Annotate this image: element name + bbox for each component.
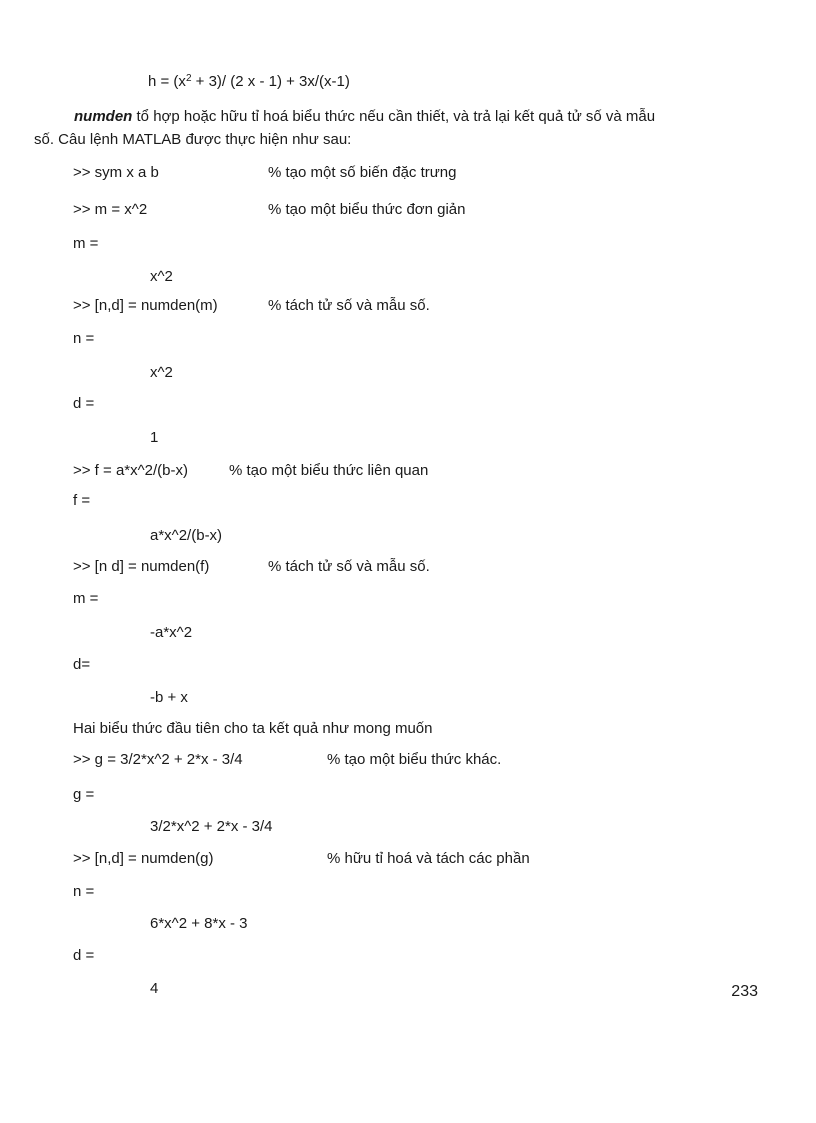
formula-text-start: h = (x (148, 73, 186, 90)
output-value: x^2 (150, 268, 173, 285)
code-text: >> [n,d] = numden(g) (73, 850, 214, 867)
intro-text: tổ hợp hoặc hữu tỉ hoá biểu thức nếu cần thiết, và trả lại kết quả tử số và mẫu (132, 108, 656, 125)
output-label: d = (73, 947, 95, 964)
output-label: d = (73, 395, 95, 412)
code-line (73, 462, 188, 480)
output-value: 4 (150, 980, 159, 997)
code-comment: % hữu tỉ hoá và tách các phần (327, 850, 530, 867)
output-label: n = (73, 330, 95, 347)
code-line (73, 201, 147, 219)
code-line (73, 297, 218, 315)
output-value: -a*x^2 (150, 624, 193, 641)
code-line (73, 164, 159, 182)
page-number: 233 (731, 983, 758, 1000)
output-label: n = (73, 883, 95, 900)
code-comment: % tạo một số biến đặc trưng (268, 164, 457, 181)
output-value: 1 (150, 429, 159, 446)
output-label: m = (73, 235, 99, 252)
code-text: >> f = a*x^2/(b-x) (73, 462, 189, 479)
formula-exponent: 2 (185, 73, 192, 84)
code-line (73, 558, 209, 576)
text-line: Hai biểu thức đầu tiên cho ta kết quả như mong muốn (73, 720, 433, 737)
output-value: -b + x (150, 689, 188, 706)
code-text: >> m = x^2 (73, 201, 148, 218)
intro-paragraph-line2: số. Câu lệnh MATLAB được thực hiện như sau: (34, 131, 352, 148)
output-label: g = (73, 786, 95, 803)
output-value: 6*x^2 + 8*x - 3 (150, 915, 248, 932)
output-label: d= (73, 656, 91, 673)
formula-line (148, 73, 350, 91)
code-comment: % tách tử số và mẫu số. (268, 297, 430, 314)
code-comment: % tạo một biểu thức đơn giản (268, 201, 466, 218)
formula-text-end: + 3)/ (2 x - 1) + 3x/(x-1) (191, 73, 350, 90)
code-comment: % tạo một biểu thức khác. (327, 751, 502, 768)
code-comment: % tạo một biểu thức liên quan (229, 462, 429, 479)
intro-paragraph-line1 (74, 108, 655, 126)
code-text: >> g = 3/2*x^2 + 2*x - 3/4 (73, 751, 243, 768)
code-text: >> [n,d] = numden(m) (73, 297, 218, 314)
output-label: f = (73, 492, 91, 509)
output-value: a*x^2/(b-x) (150, 527, 223, 544)
output-value: x^2 (150, 364, 173, 381)
code-comment: % tách tử số và mẫu số. (268, 558, 430, 575)
code-text: >> sym x a b (73, 164, 159, 181)
code-line (73, 850, 214, 868)
code-line (73, 751, 243, 769)
output-label: m = (73, 590, 99, 607)
keyword-numden: numden (74, 108, 133, 125)
output-value: 3/2*x^2 + 2*x - 3/4 (150, 818, 273, 835)
code-text: >> [n d] = numden(f) (73, 558, 210, 575)
